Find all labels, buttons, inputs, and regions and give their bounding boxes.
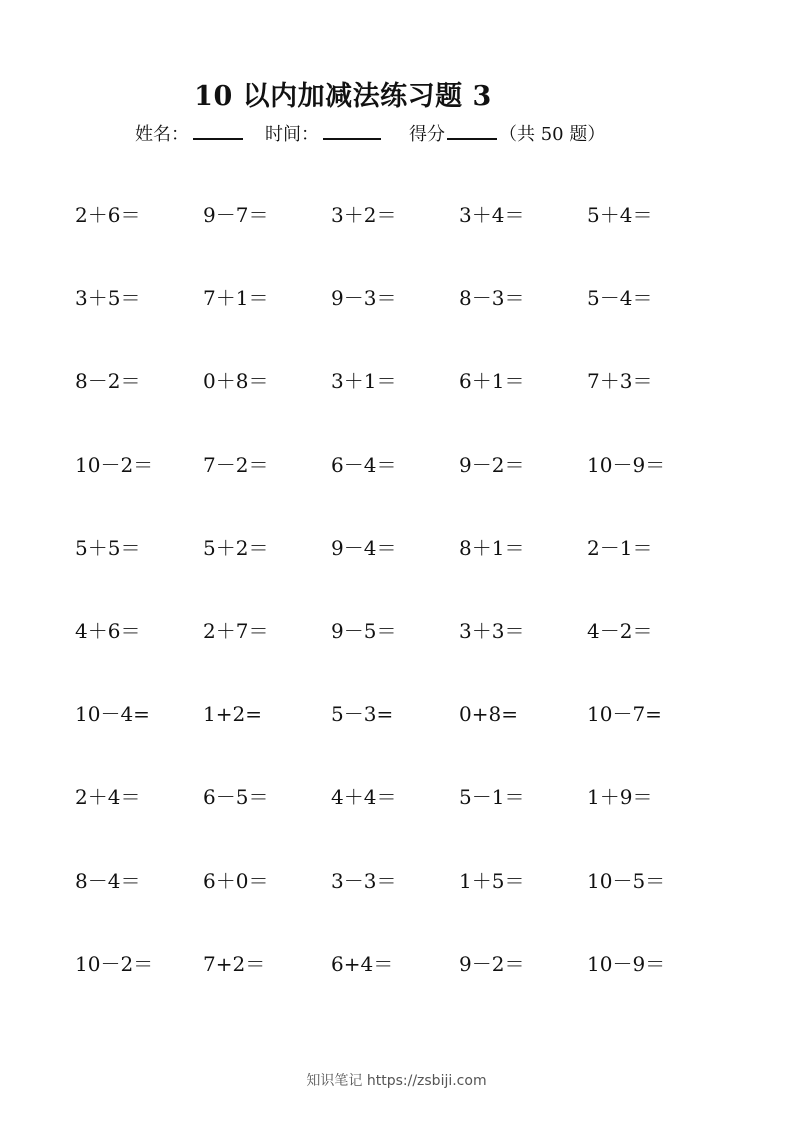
math-problem: 9－5＝	[331, 618, 397, 643]
score-blank	[447, 120, 497, 140]
name-label: 姓名：	[135, 124, 189, 145]
math-problem: 3－3＝	[331, 868, 397, 893]
math-problem: 4＋4＝	[331, 785, 397, 810]
math-problem: 9－4＝	[331, 535, 397, 560]
math-problem: 1+2=	[203, 702, 262, 727]
math-problem: 10－2＝	[75, 951, 154, 976]
math-problem: 6＋1＝	[459, 369, 525, 394]
problem-row	[75, 283, 715, 366]
math-problem: 8－3＝	[459, 286, 525, 311]
math-problem: 5＋4＝	[587, 203, 653, 227]
math-problem: 8－2＝	[75, 369, 141, 394]
math-problem: 9－2＝	[459, 452, 525, 477]
math-problem: 1＋9＝	[587, 785, 653, 810]
problem-row	[75, 450, 715, 533]
math-problem: 10－5＝	[587, 868, 666, 893]
math-problem: 3＋3＝	[459, 618, 525, 643]
student-info-line	[135, 120, 605, 146]
math-problem: 6－5＝	[203, 785, 269, 810]
math-problem: 9－7＝	[203, 203, 269, 227]
name-blank	[193, 120, 243, 140]
math-problem: 4－2＝	[587, 618, 653, 643]
math-problem: 3＋4＝	[459, 203, 525, 227]
worksheet-title: 10 以内加减法练习题 3	[194, 81, 492, 112]
math-problem: 5－3=	[331, 702, 394, 727]
math-problem: 5－1＝	[459, 785, 525, 810]
math-problem: 7－2＝	[203, 452, 269, 477]
math-problem: 2－1＝	[587, 535, 653, 560]
math-problem: 7+2＝	[203, 951, 266, 976]
math-problem: 3＋2＝	[331, 203, 397, 227]
problem-row	[75, 616, 715, 699]
math-problem: 6+4＝	[331, 951, 394, 976]
math-problem: 5＋2＝	[203, 535, 269, 560]
problem-row	[75, 200, 715, 283]
math-problem: 2＋4＝	[75, 785, 141, 810]
math-problem: 10－7=	[587, 702, 662, 727]
problem-row	[75, 699, 715, 782]
math-problem: 10－9＝	[587, 452, 666, 477]
score-label: 得分	[409, 124, 445, 145]
total-note: （共 50 题）	[499, 124, 606, 145]
math-problem: 3＋1＝	[331, 369, 397, 394]
time-label: 时间：	[265, 124, 319, 145]
math-problem: 9－2＝	[459, 951, 525, 976]
math-problem: 5－4＝	[587, 286, 653, 311]
problem-row	[75, 782, 715, 865]
math-problem: 5＋5＝	[75, 535, 141, 560]
math-problem: 10－2＝	[75, 452, 154, 477]
problem-row	[75, 866, 715, 949]
problem-grid	[75, 200, 715, 1032]
math-problem: 6－4＝	[331, 452, 397, 477]
math-problem: 2＋6＝	[75, 203, 141, 227]
math-problem: 0+8=	[459, 702, 518, 727]
math-problem: 4＋6＝	[75, 618, 141, 643]
time-blank	[323, 120, 381, 140]
math-problem: 10－9＝	[587, 951, 666, 976]
math-problem: 1＋5＝	[459, 868, 525, 893]
footer-watermark: 知识笔记 https://zsbiji.com	[306, 1073, 487, 1089]
math-problem: 9－3＝	[331, 286, 397, 311]
math-problem: 8＋1＝	[459, 535, 525, 560]
math-problem: 8－4＝	[75, 868, 141, 893]
math-problem: 7＋3＝	[587, 369, 653, 394]
problem-row	[75, 366, 715, 449]
math-problem: 10－4=	[75, 702, 150, 727]
problem-row	[75, 533, 715, 616]
math-problem: 0＋8＝	[203, 369, 269, 394]
math-problem: 2＋7＝	[203, 618, 269, 643]
math-problem: 7＋1＝	[203, 286, 269, 311]
math-problem: 3＋5＝	[75, 286, 141, 311]
problem-row	[75, 949, 715, 1032]
math-problem: 6＋0＝	[203, 868, 269, 893]
